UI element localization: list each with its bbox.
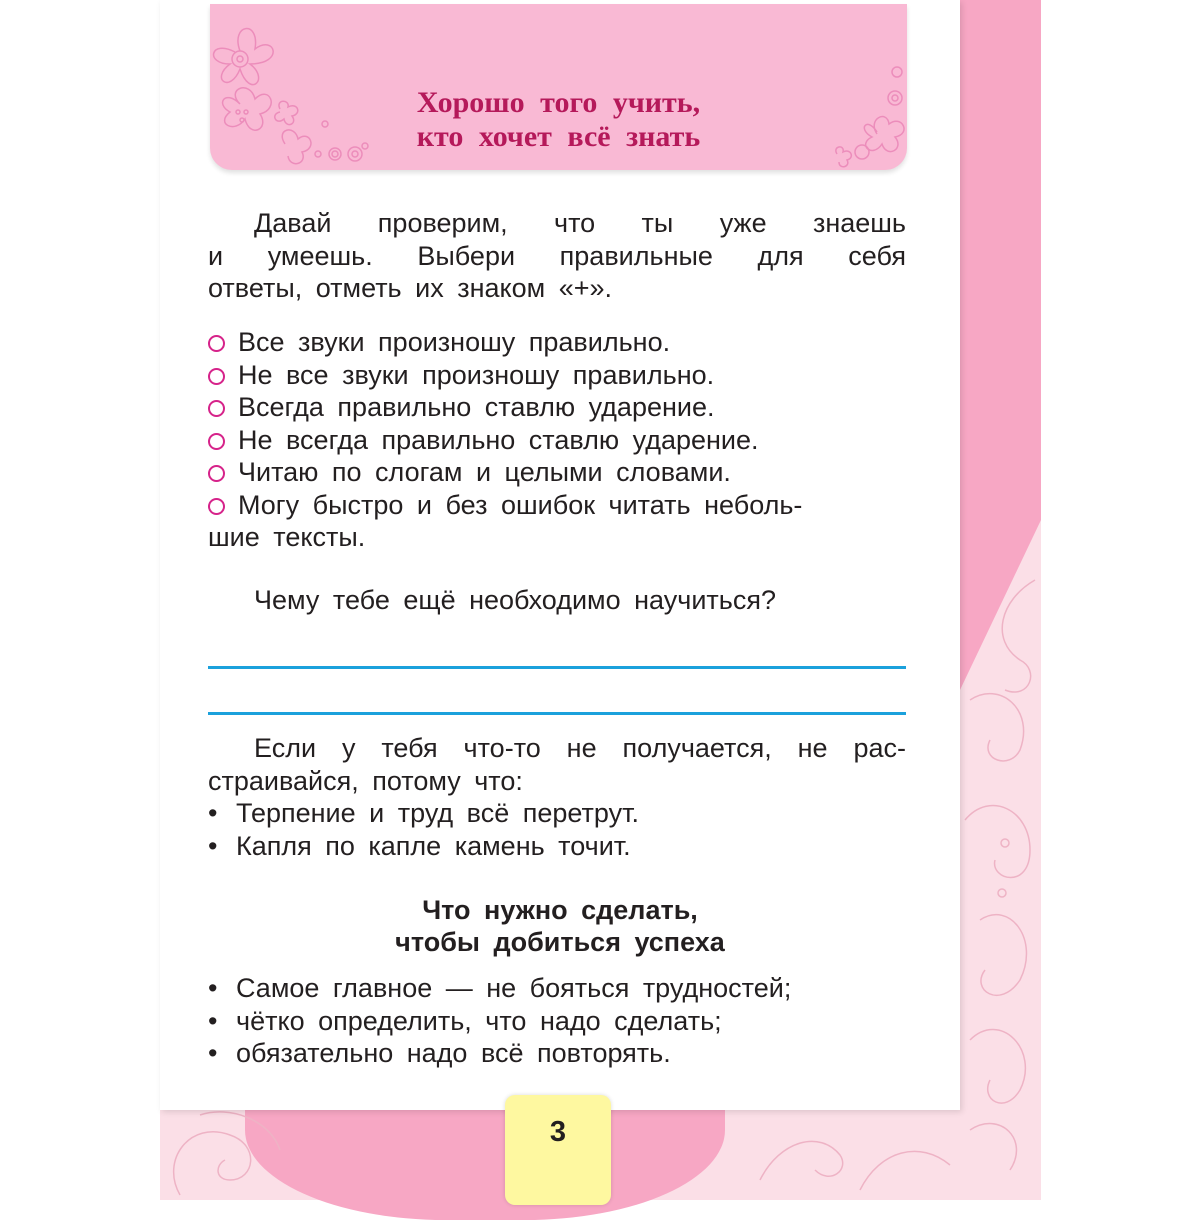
option-item[interactable] <box>208 424 906 457</box>
bullet-icon: • <box>208 798 218 828</box>
option-text: Не все звуки произношу правильно. <box>238 359 715 390</box>
proverb-text: Капля по капле камень точит. <box>236 830 631 861</box>
success-item-text: чётко определить, что надо сделать; <box>236 1005 722 1036</box>
question-text: Чему тебе ещё необходимо научиться? <box>254 585 776 615</box>
success-item <box>208 1005 906 1038</box>
intro-line: и умеешь. Выбери правильные для себя <box>208 240 906 271</box>
encouragement-line: страивайся, потому что: <box>208 765 523 796</box>
intro-line: Давай проверим, что ты уже знаешь <box>254 208 906 238</box>
option-text: Все звуки произношу правильно. <box>238 327 671 357</box>
bullet-icon: • <box>208 1038 218 1068</box>
circle-checkbox-icon[interactable] <box>208 498 225 515</box>
circle-checkbox-icon[interactable] <box>208 465 225 482</box>
success-item-text: Самое главное — не бояться трудностей; <box>236 973 792 1003</box>
intro-line: ответы, отметь их знаком «+». <box>208 273 613 303</box>
banner-title-line1: Хорошо того учить, <box>416 86 701 119</box>
success-item-text: обязательно надо всё повторять. <box>236 1038 671 1068</box>
banner-title-line2: кто хочет всё знать <box>416 120 701 153</box>
page-number: 3 <box>505 1095 611 1205</box>
encouragement-line: Если у тебя что-то не получается, не рас- <box>254 733 906 763</box>
option-item[interactable] <box>208 359 906 392</box>
bullet-icon: • <box>208 1005 218 1036</box>
option-text: Не всегда правильно ставлю ударение. <box>238 424 759 455</box>
proverb-item <box>208 797 906 830</box>
circle-checkbox-icon[interactable] <box>208 335 225 352</box>
proverb-item <box>208 830 906 863</box>
circle-checkbox-icon[interactable] <box>208 433 225 450</box>
bullet-icon: • <box>208 973 218 1003</box>
encouragement-paragraph <box>208 732 906 862</box>
success-list <box>208 972 906 1070</box>
self-check-list <box>208 326 906 554</box>
circle-checkbox-icon[interactable] <box>208 400 225 417</box>
option-text-continuation: шие тексты. <box>208 522 366 552</box>
bottom-pink-tab <box>245 1110 725 1220</box>
proverb-text: Терпение и труд всё перетрут. <box>236 798 639 828</box>
option-item[interactable] <box>208 391 906 424</box>
success-item <box>208 972 906 1005</box>
answer-line-2[interactable] <box>208 712 906 715</box>
success-item <box>208 1037 906 1070</box>
option-item[interactable] <box>208 326 906 359</box>
intro-paragraph <box>208 207 906 305</box>
option-item[interactable] <box>208 456 906 489</box>
option-text: Могу быстро и без ошибок читать неболь- <box>238 489 803 520</box>
header-banner <box>210 4 907 170</box>
option-text: Читаю по слогам и целыми словами. <box>238 457 731 487</box>
success-heading-line1: Что нужно сделать, <box>422 895 698 925</box>
bullet-icon: • <box>208 830 218 861</box>
success-heading <box>160 894 960 958</box>
option-item[interactable] <box>208 489 906 522</box>
option-text: Всегда правильно ставлю ударение. <box>238 392 715 422</box>
circle-checkbox-icon[interactable] <box>208 368 225 385</box>
textbook-page <box>160 0 960 1110</box>
success-heading-line2: чтобы добиться успеха <box>395 927 725 957</box>
answer-line-1[interactable] <box>208 666 906 669</box>
